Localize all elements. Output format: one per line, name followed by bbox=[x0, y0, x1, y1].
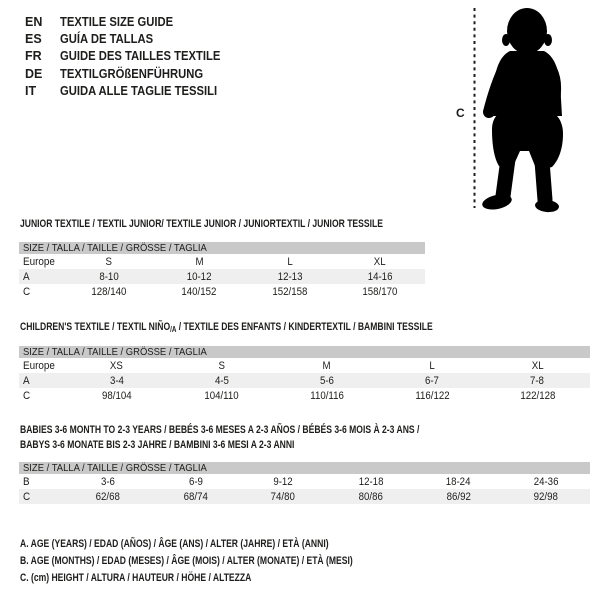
table-cell: 12-18 bbox=[358, 475, 384, 488]
language-code: DE bbox=[25, 66, 43, 81]
table-cell: 3-6 bbox=[100, 475, 115, 488]
language-label: TEXTILE SIZE GUIDE bbox=[60, 14, 174, 29]
table-cell: 7-8 bbox=[530, 374, 545, 387]
table-cell: 5-6 bbox=[320, 374, 334, 387]
table-cell: 80/86 bbox=[358, 490, 383, 503]
table-cell: 110/116 bbox=[310, 389, 344, 402]
language-row-es bbox=[25, 30, 238, 47]
table-cell: 12-13 bbox=[277, 270, 302, 283]
row-label: C bbox=[23, 490, 31, 503]
children-size-table bbox=[19, 346, 590, 403]
language-list bbox=[25, 13, 238, 99]
row-label: C bbox=[23, 285, 31, 298]
table-cell: S bbox=[105, 255, 113, 268]
language-label: GUIDA ALLE TAGLIE TESSILI bbox=[60, 83, 218, 98]
language-code: ES bbox=[25, 31, 42, 46]
language-label: GUIDE DES TAILLES TEXTILE bbox=[60, 49, 221, 64]
table-cell: 8-10 bbox=[99, 270, 119, 283]
footnote-b: B. AGE (MONTHS) / EDAD (MESES) / ÂGE (MOIS) / ALTER (MONATE) / ETÀ (MESI) bbox=[20, 554, 353, 567]
subscript-text: /A bbox=[170, 325, 177, 334]
table-cell: 3-4 bbox=[109, 374, 124, 387]
table-cell: 14-16 bbox=[367, 270, 393, 283]
table-row bbox=[19, 388, 590, 403]
table-cell: XS bbox=[110, 359, 124, 372]
table-row bbox=[19, 474, 590, 489]
table-row bbox=[19, 269, 425, 284]
table-row bbox=[19, 254, 425, 269]
table-cell: 18-24 bbox=[446, 475, 471, 488]
language-code: IT bbox=[25, 83, 37, 98]
table-cell: 9-12 bbox=[273, 475, 293, 488]
footnote-c: C. (cm) HEIGHT / ALTURA / HAUTEUR / HÖHE / ALTEZZA bbox=[20, 572, 252, 585]
table-cell: M bbox=[195, 255, 204, 268]
table-cell: 86/92 bbox=[446, 490, 471, 503]
footnote-a: A. AGE (YEARS) / EDAD (AÑOS) / ÂGE (ANS) / ALTER (JAHRE) / ETÀ (ANNI) bbox=[20, 537, 329, 550]
table-cell: 140/152 bbox=[181, 285, 217, 298]
language-row-en bbox=[25, 13, 238, 30]
language-row-fr bbox=[25, 48, 238, 65]
footnote-legend bbox=[20, 535, 447, 587]
table-cell: 10-12 bbox=[186, 270, 212, 283]
size-header-bar: SIZE / TALLA / TAILLE / GRÖSSE / TAGLIA bbox=[19, 462, 590, 474]
table-cell: L bbox=[286, 255, 293, 268]
table-cell: 92/98 bbox=[534, 490, 559, 503]
table-cell: M bbox=[322, 359, 332, 372]
children-section-title: CHILDREN'S TEXTILE / TEXTIL NIÑO/A / TEXTILE DES ENFANTS / KINDERTEXTIL / BAMBINI TESSILE bbox=[20, 321, 433, 334]
table-cell: 62/68 bbox=[95, 490, 120, 503]
table-cell: 128/140 bbox=[91, 285, 127, 298]
row-label: A bbox=[23, 374, 30, 387]
language-code: EN bbox=[25, 14, 43, 29]
baby-silhouette-icon bbox=[450, 4, 600, 216]
language-code: FR bbox=[25, 49, 42, 64]
table-cell: L bbox=[429, 359, 435, 372]
table-cell: 152/158 bbox=[272, 285, 308, 298]
table-cell: 116/122 bbox=[415, 389, 450, 402]
language-label: TEXTILGRÖßENFÜHRUNG bbox=[60, 66, 204, 81]
table-cell: 24-36 bbox=[533, 475, 559, 488]
table-row bbox=[19, 373, 590, 388]
table-row bbox=[19, 284, 425, 299]
table-cell: S bbox=[218, 359, 226, 372]
table-cell: 158/170 bbox=[362, 285, 398, 298]
table-cell: 104/110 bbox=[204, 389, 239, 402]
babies-title-line1: BABIES 3-6 MONTH TO 2-3 YEARS / BEBÉS 3-6 MESES A 2-3 AÑOS / BÉBÉS 3-6 MOIS À 2-3 ANS / bbox=[20, 424, 420, 436]
size-header-bar: SIZE / TALLA / TAILLE / GRÖSSE / TAGLIA bbox=[19, 242, 425, 254]
table-cell: 74/80 bbox=[271, 490, 296, 503]
table-row bbox=[19, 358, 590, 373]
table-cell: 122/128 bbox=[519, 389, 555, 402]
row-label: Europe bbox=[23, 255, 55, 268]
junior-section-title: JUNIOR TEXTILE / TEXTIL JUNIOR/ TEXTILE JUNIOR / JUNIORTEXTIL / JUNIOR TESSILE bbox=[20, 218, 383, 230]
table-cell: 6-7 bbox=[425, 374, 440, 387]
babies-section-title bbox=[20, 423, 532, 453]
table-cell: 68/74 bbox=[183, 490, 208, 503]
table-cell: 4-5 bbox=[214, 374, 229, 387]
language-row-de bbox=[25, 65, 238, 82]
table-cell: XL bbox=[373, 255, 386, 268]
row-label: A bbox=[23, 270, 30, 283]
row-label: Europe bbox=[23, 359, 55, 372]
row-label: C bbox=[23, 389, 31, 402]
size-header-bar: SIZE / TALLA / TAILLE / GRÖSSE / TAGLIA bbox=[19, 346, 590, 358]
babies-size-table bbox=[19, 462, 590, 504]
table-cell: 6-9 bbox=[188, 475, 203, 488]
babies-title-line2: BABYS 3-6 MONATE BIS 2-3 JAHRE / BAMBINI 3-6 MESI A 2-3 ANNI bbox=[20, 439, 295, 451]
language-label: GUÍA DE TALLAS bbox=[60, 31, 154, 46]
table-row bbox=[19, 489, 590, 504]
table-cell: XL bbox=[531, 359, 544, 372]
height-measure-label: C bbox=[456, 106, 465, 120]
row-label: B bbox=[23, 475, 30, 488]
language-row-it bbox=[25, 82, 238, 99]
junior-size-table bbox=[19, 242, 425, 299]
table-cell: 98/104 bbox=[101, 389, 132, 402]
